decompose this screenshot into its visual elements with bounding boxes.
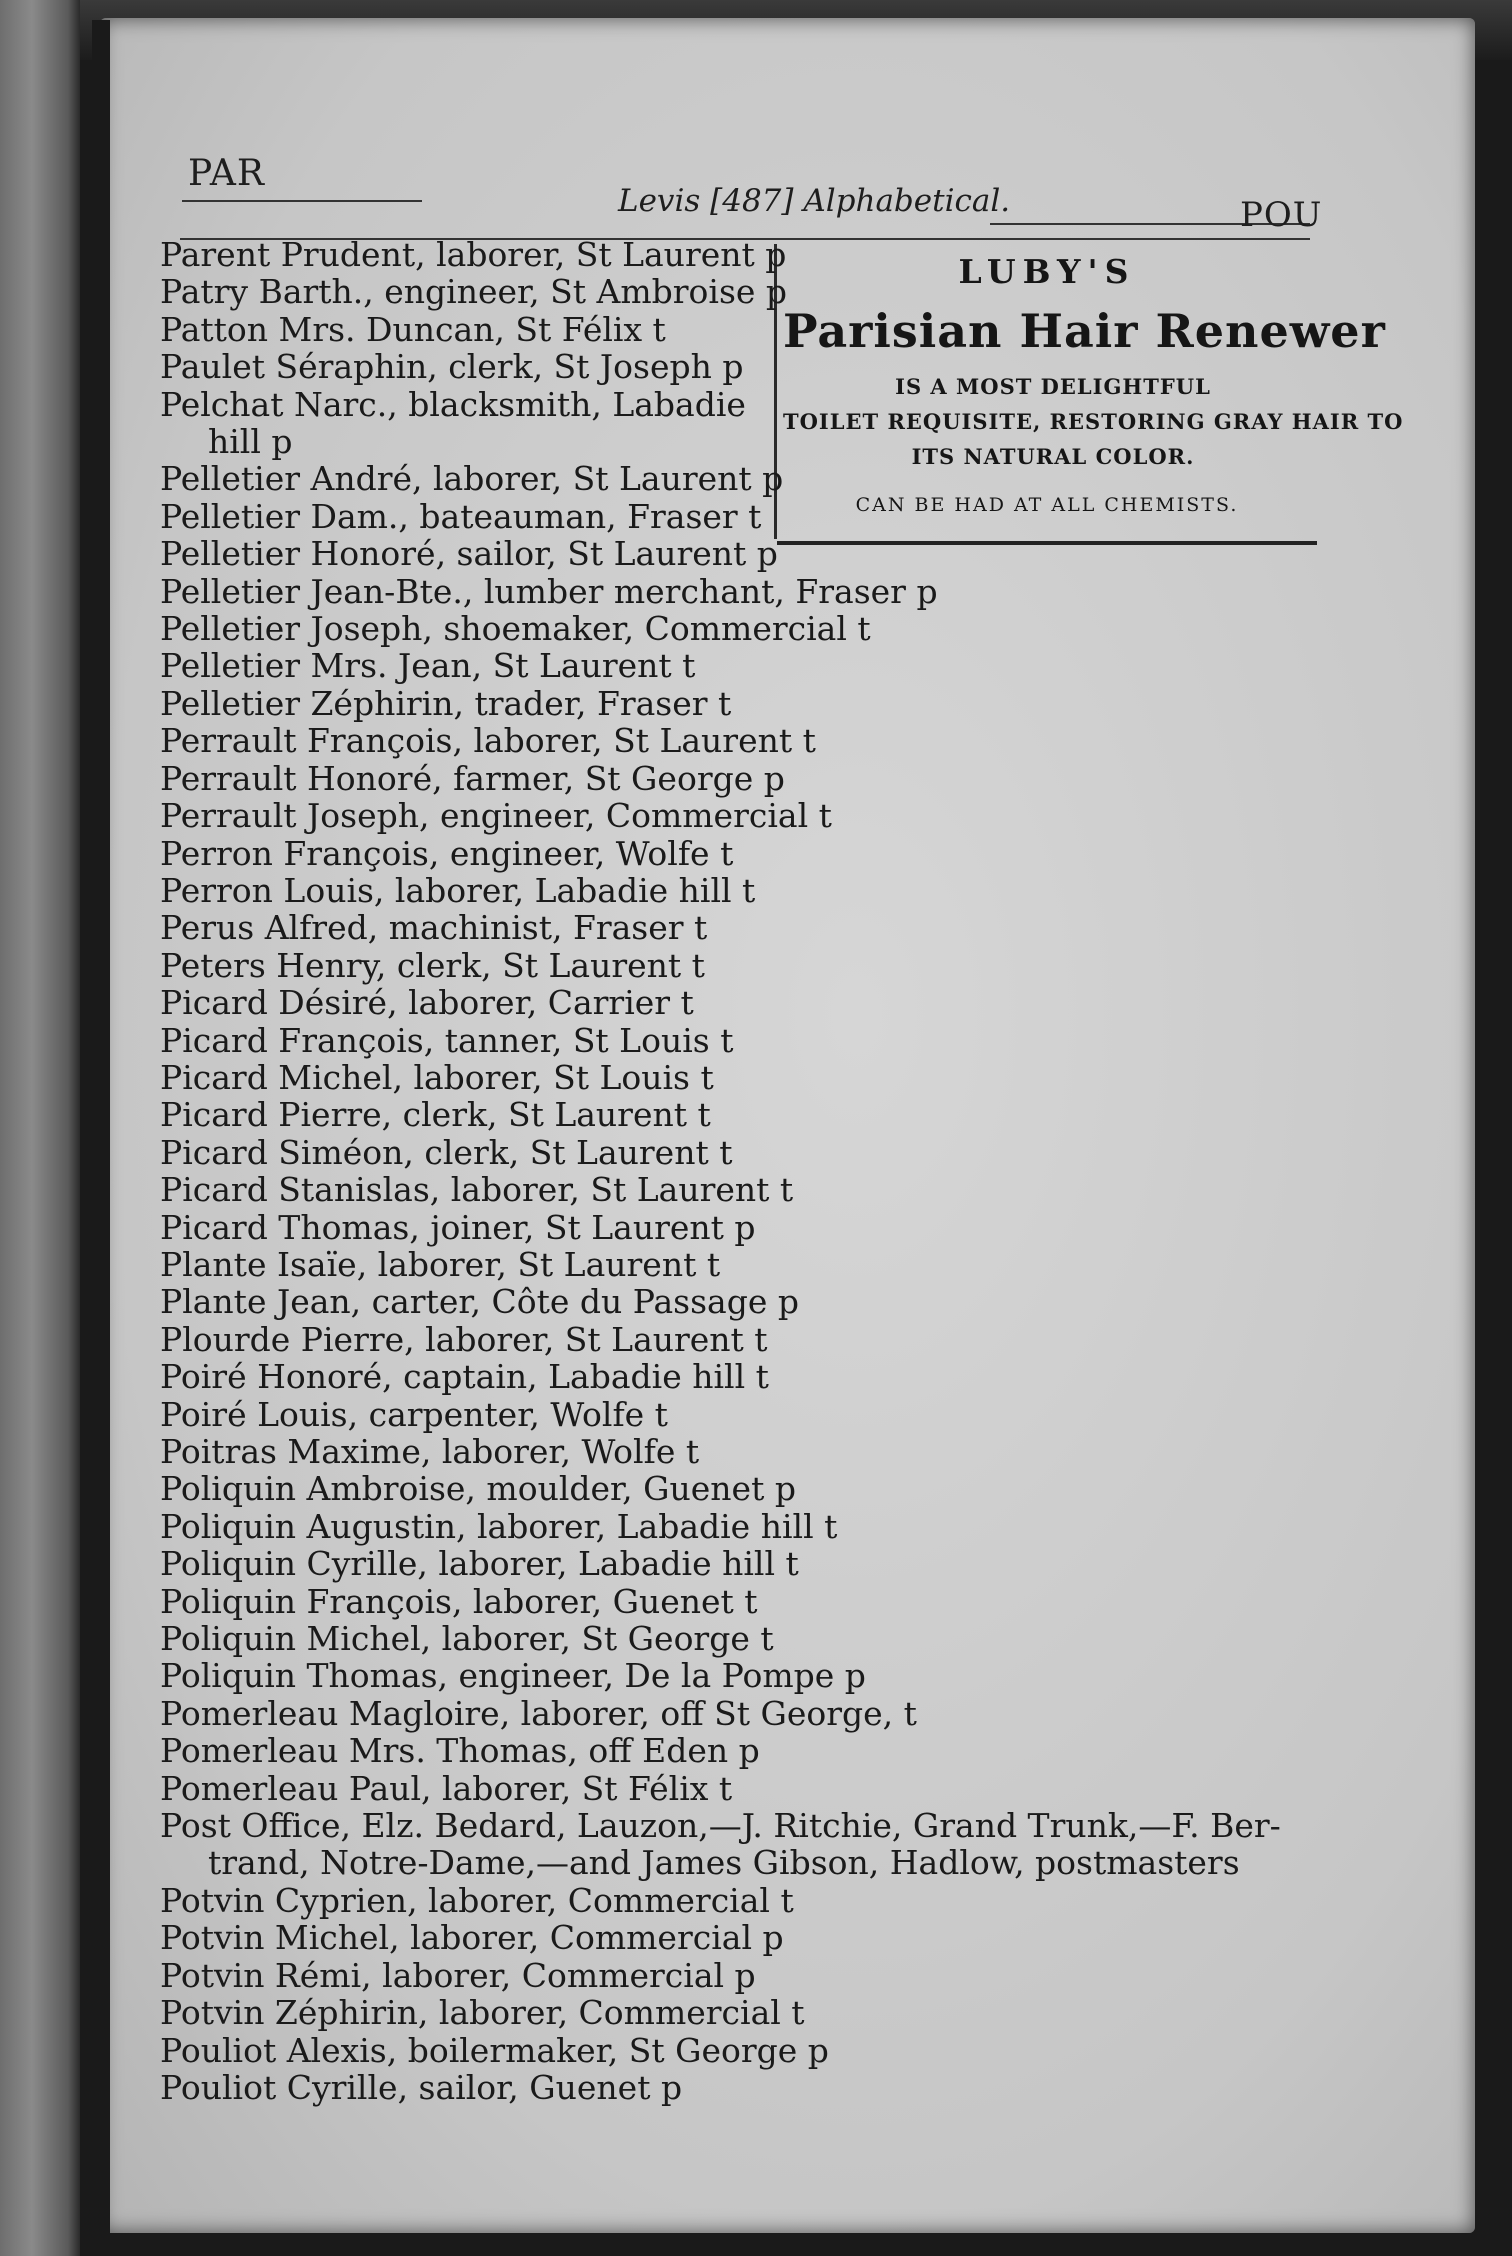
directory-entry: Parent Prudent, laborer, St Laurent p xyxy=(160,235,787,274)
directory-entry: Potvin Michel, laborer, Commercial p xyxy=(160,1918,784,1958)
directory-entry: Post Office, Elz. Bedard, Lauzon,—J. Ritchie, Grand Trunk,—F. Ber- xyxy=(160,1806,1281,1846)
ad-title: Parisian Hair Renewer xyxy=(783,304,1386,358)
directory-entry: Picard François, tanner, St Louis t xyxy=(160,1020,734,1060)
directory-entry: Perrault François, laborer, St Laurent t xyxy=(160,721,816,761)
directory-entry: Picard Thomas, joiner, St Laurent p xyxy=(160,1207,756,1247)
adjacent-page-edge xyxy=(0,0,80,2256)
directory-entry: Pomerleau Paul, laborer, St Félix t xyxy=(160,1768,733,1808)
directory-entry: Perus Alfred, machinist, Fraser t xyxy=(160,908,708,948)
directory-entry: Poliquin Augustin, laborer, Labadie hill t xyxy=(160,1506,838,1546)
directory-entry: Potvin Cyprien, laborer, Commercial t xyxy=(160,1880,794,1920)
directory-entry: Peters Henry, clerk, St Laurent t xyxy=(160,945,705,985)
directory-entry: Picard Stanislas, laborer, St Laurent t xyxy=(160,1170,794,1210)
directory-entry: Potvin Zéphirin, laborer, Commercial t xyxy=(160,1993,805,2033)
directory-entry: Plourde Pierre, laborer, St Laurent t xyxy=(160,1319,768,1359)
directory-entry: Perrault Honoré, farmer, St George p xyxy=(160,758,785,798)
directory-entries xyxy=(160,235,1404,2107)
directory-entry: Poliquin Thomas, engineer, De la Pompe p xyxy=(160,1656,866,1696)
directory-entry: Patry Barth., engineer, St Ambroise p xyxy=(160,272,788,312)
directory-entry: Pelletier Mrs. Jean, St Laurent t xyxy=(160,646,696,686)
page-gutter xyxy=(92,20,110,2235)
directory-entry: Pouliot Alexis, boilermaker, St George p xyxy=(160,2030,829,2070)
directory-entry: Patton Mrs. Duncan, St Félix t xyxy=(160,309,666,349)
directory-entry: Poliquin Michel, laborer, St George t xyxy=(160,1619,774,1659)
directory-entry: Poliquin François, laborer, Guenet t xyxy=(160,1581,758,1621)
header-right-guide: POU xyxy=(1240,195,1323,235)
directory-entry: Paulet Séraphin, clerk, St Joseph p xyxy=(160,347,744,387)
directory-entry-continuation: trand, Notre-Dame,—and James Gibson, Hadlow, postmasters xyxy=(208,1843,1240,1883)
directory-entry: Poiré Louis, carpenter, Wolfe t xyxy=(160,1394,668,1434)
directory-entry: Pelletier Jean-Bte., lumber merchant, Fraser p xyxy=(160,571,938,611)
directory-entry: Picard Désiré, laborer, Carrier t xyxy=(160,983,694,1023)
directory-entry: Pelletier André, laborer, St Laurent p xyxy=(160,459,784,499)
directory-entry: Pouliot Cyrille, sailor, Guenet p xyxy=(160,2067,683,2107)
directory-entry: Plante Isaïe, laborer, St Laurent t xyxy=(160,1244,721,1284)
directory-entry: Pelletier Zéphirin, trader, Fraser t xyxy=(160,683,732,723)
directory-entry: Picard Siméon, clerk, St Laurent t xyxy=(160,1132,733,1172)
directory-entry: Potvin Rémi, laborer, Commercial p xyxy=(160,1955,756,1995)
directory-entry: Pelletier Honoré, sailor, St Laurent p xyxy=(160,534,778,574)
ad-brand: LUBY'S xyxy=(958,252,1136,291)
header-title: Levis [487] Alphabetical. xyxy=(618,183,1011,219)
ad-line: IS A MOST DELIGHTFUL xyxy=(895,374,1211,399)
directory-entry: Perron François, engineer, Wolfe t xyxy=(160,833,734,873)
directory-entry: Picard Pierre, clerk, St Laurent t xyxy=(160,1095,711,1135)
page-header xyxy=(170,135,1330,235)
directory-entry: Perron Louis, laborer, Labadie hill t xyxy=(160,870,756,910)
directory-entry-continuation: hill p xyxy=(208,422,293,462)
directory-entry: Pelchat Narc., blacksmith, Labadie xyxy=(160,384,746,424)
ad-line: ITS NATURAL COLOR. xyxy=(911,444,1195,469)
ad-footer: CAN BE HAD AT ALL CHEMISTS. xyxy=(855,494,1239,516)
directory-entry: Poliquin Cyrille, laborer, Labadie hill t xyxy=(160,1544,799,1584)
ad-line: TOILET REQUISITE, RESTORING GRAY HAIR TO xyxy=(783,409,1404,434)
header-left-rule xyxy=(182,200,422,202)
directory-entry: Picard Michel, laborer, St Louis t xyxy=(160,1057,714,1097)
directory-entry: Pelletier Joseph, shoemaker, Commercial t xyxy=(160,609,871,649)
directory-entry: Pelletier Dam., bateauman, Fraser t xyxy=(160,496,762,536)
directory-entry: Poiré Honoré, captain, Labadie hill t xyxy=(160,1357,769,1397)
directory-entry: Pomerleau Magloire, laborer, off St George, t xyxy=(160,1693,917,1733)
directory-entry: Pomerleau Mrs. Thomas, off Eden p xyxy=(160,1731,760,1771)
directory-entry: Plante Jean, carter, Côte du Passage p xyxy=(160,1282,799,1322)
directory-entry: Poitras Maxime, laborer, Wolfe t xyxy=(160,1432,700,1471)
header-left-guide: PAR xyxy=(188,153,266,194)
directory-entry: Perrault Joseph, engineer, Commercial t xyxy=(160,796,832,836)
directory-entry: Poliquin Ambroise, moulder, Guenet p xyxy=(160,1469,796,1509)
